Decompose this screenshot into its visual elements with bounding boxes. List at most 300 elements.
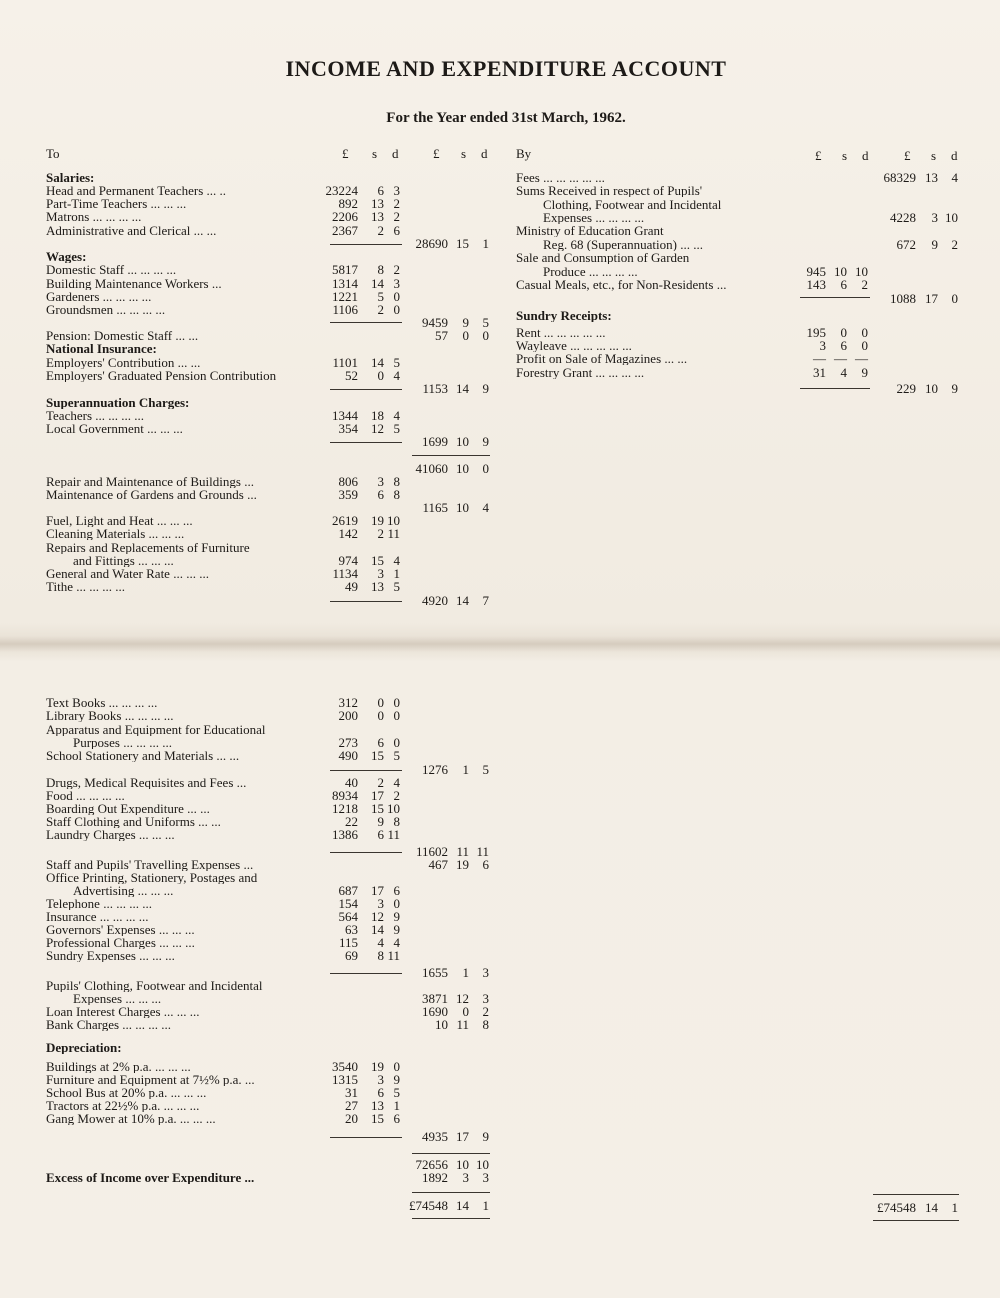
amount-shillings-detail: 19 bbox=[371, 1059, 384, 1074]
amount-pounds-detail: 200 bbox=[338, 708, 358, 723]
amount-pounds-detail: 687 bbox=[338, 883, 358, 898]
amount-pence-total: 1 bbox=[482, 1198, 489, 1213]
amount-shillings-total: 10 bbox=[456, 500, 469, 515]
amount-pounds-detail: 490 bbox=[338, 748, 358, 763]
col-shillings-b: s bbox=[931, 148, 937, 163]
amount-pounds-total: 1690 bbox=[422, 1004, 448, 1019]
amount-pounds-total: 28690 bbox=[415, 236, 448, 251]
line-item-label: Insurance ... ... ... ... bbox=[46, 910, 149, 923]
amount-pounds-detail: 49 bbox=[345, 579, 358, 594]
amount-shillings-total: 10 bbox=[456, 434, 469, 449]
amount-pounds-total: 1892 bbox=[422, 1170, 448, 1185]
amount-shillings-detail: 15 bbox=[371, 748, 384, 763]
line-item-label: Maintenance of Gardens and Grounds ... bbox=[46, 488, 257, 501]
amount-pence-detail: 3 bbox=[393, 276, 400, 291]
amount-pounds-detail: 5817 bbox=[332, 262, 358, 277]
amount-pounds-total: 1699 bbox=[422, 434, 448, 449]
col-pounds-a: £ bbox=[342, 146, 349, 161]
amount-pounds-detail: 1314 bbox=[332, 276, 358, 291]
amount-pounds-total: 1088 bbox=[890, 291, 916, 306]
amount-shillings-total: 14 bbox=[456, 1198, 469, 1213]
line-item-label: Sums Received in respect of Pupils' bbox=[516, 184, 703, 197]
amount-pence-total: 2 bbox=[482, 1004, 489, 1019]
line-item-label: Cleaning Materials ... ... ... bbox=[46, 527, 185, 540]
amount-pounds-total: 1655 bbox=[422, 965, 448, 980]
amount-shillings-detail: 14 bbox=[371, 276, 384, 291]
line-item-label: and Fittings ... ... ... bbox=[73, 554, 174, 567]
amount-pence-total: 0 bbox=[482, 328, 489, 343]
by-label: By bbox=[516, 146, 532, 161]
amount-shillings-total: 0 bbox=[462, 328, 469, 343]
section-heading: National Insurance: bbox=[46, 342, 157, 355]
line-item-label: Gardeners ... ... ... ... bbox=[46, 290, 152, 303]
amount-pence-detail: 5 bbox=[393, 1085, 400, 1100]
amount-pence-detail: 6 bbox=[393, 1111, 400, 1126]
amount-pounds-detail: 1344 bbox=[332, 408, 358, 423]
amount-pounds-detail: 20 bbox=[345, 1111, 358, 1126]
amount-pence-detail: 0 bbox=[393, 896, 400, 911]
amount-pence-total: 9 bbox=[482, 434, 489, 449]
amount-pence-detail: 11 bbox=[387, 948, 400, 963]
amount-pounds-detail: 154 bbox=[338, 896, 358, 911]
line-item-label: Building Maintenance Workers ... bbox=[46, 277, 222, 290]
amount-shillings-total: 1 bbox=[462, 762, 469, 777]
amount-pence-detail: 5 bbox=[393, 421, 400, 436]
amount-shillings-total: 13 bbox=[925, 170, 938, 185]
amount-pence-total: 0 bbox=[951, 291, 958, 306]
amount-pounds-detail: — bbox=[813, 351, 826, 366]
amount-pence-detail: 2 bbox=[393, 262, 400, 277]
line-item-label: Loan Interest Charges ... ... ... bbox=[46, 1005, 200, 1018]
line-item-label: Local Government ... ... ... bbox=[46, 422, 183, 435]
amount-pence-detail: 3 bbox=[393, 183, 400, 198]
line-item-label: Rent ... ... ... ... ... bbox=[516, 326, 606, 339]
column-rule bbox=[330, 322, 402, 323]
line-item-label: Part-Time Teachers ... ... ... bbox=[46, 197, 187, 210]
amount-pounds-detail: 892 bbox=[338, 196, 358, 211]
line-item-label: Administrative and Clerical ... ... bbox=[46, 224, 217, 237]
amount-shillings-detail: 0 bbox=[377, 695, 384, 710]
amount-pounds-total: 68329 bbox=[883, 170, 916, 185]
section-heading: Wages: bbox=[46, 250, 87, 263]
amount-shillings-detail: 14 bbox=[371, 355, 384, 370]
amount-shillings-detail: 14 bbox=[371, 922, 384, 937]
amount-shillings-total: 14 bbox=[456, 381, 469, 396]
line-item-label: Boarding Out Expenditure ... ... bbox=[46, 802, 210, 815]
amount-shillings-total: 10 bbox=[925, 381, 938, 396]
col-pounds-b: £ bbox=[904, 148, 911, 163]
line-item-label: Head and Permanent Teachers ... .. bbox=[46, 184, 227, 197]
amount-pounds-detail: 3 bbox=[819, 338, 826, 353]
line-item-label: School Bus at 20% p.a. ... ... ... bbox=[46, 1086, 207, 1099]
amount-pence-detail: 5 bbox=[393, 579, 400, 594]
amount-pounds-detail: 142 bbox=[338, 526, 358, 541]
amount-shillings-detail: 2 bbox=[377, 775, 384, 790]
amount-pence-detail: 2 bbox=[393, 209, 400, 224]
amount-pence-detail: 10 bbox=[387, 801, 400, 816]
col-shillings-a: s bbox=[842, 148, 848, 163]
amount-shillings-total: 10 bbox=[456, 1157, 469, 1172]
amount-pence-detail: — bbox=[855, 351, 868, 366]
line-item-label: Expenses ... ... ... ... bbox=[543, 211, 645, 224]
amount-pounds-detail: 2619 bbox=[332, 513, 358, 528]
amount-pence-total: 5 bbox=[482, 315, 489, 330]
amount-shillings-total: 17 bbox=[456, 1129, 469, 1144]
column-rule bbox=[330, 601, 402, 602]
line-item-label: Sundry Expenses ... ... ... bbox=[46, 949, 175, 962]
amount-pence-total: 3 bbox=[482, 965, 489, 980]
line-item-label: Library Books ... ... ... ... bbox=[46, 709, 174, 722]
line-item-label: Staff Clothing and Uniforms ... ... bbox=[46, 815, 221, 828]
section-heading: Excess of Income over Expenditure ... bbox=[46, 1171, 255, 1184]
col-pounds-a: £ bbox=[815, 148, 822, 163]
column-rule bbox=[330, 852, 402, 853]
amount-pence-total: 3 bbox=[482, 991, 489, 1006]
line-item-label: Casual Meals, etc., for Non-Residents ... bbox=[516, 278, 727, 291]
amount-shillings-total: 9 bbox=[462, 315, 469, 330]
amount-pounds-detail: 1315 bbox=[332, 1072, 358, 1087]
amount-shillings-detail: 12 bbox=[371, 909, 384, 924]
line-item-label: Furniture and Equipment at 7½% p.a. ... bbox=[46, 1073, 255, 1086]
amount-pounds-detail: 143 bbox=[806, 277, 826, 292]
column-rule bbox=[873, 1194, 959, 1195]
amount-shillings-detail: 17 bbox=[371, 883, 384, 898]
amount-shillings-detail: 0 bbox=[377, 708, 384, 723]
column-rule bbox=[412, 1153, 490, 1154]
amount-shillings-total: 3 bbox=[931, 210, 938, 225]
amount-pounds-total: 9459 bbox=[422, 315, 448, 330]
amount-pence-detail: 2 bbox=[393, 788, 400, 803]
line-item-label: Fuel, Light and Heat ... ... ... bbox=[46, 514, 193, 527]
amount-pence-total: 7 bbox=[482, 593, 489, 608]
amount-pence-total: 11 bbox=[476, 844, 489, 859]
amount-shillings-total: 14 bbox=[456, 593, 469, 608]
col-pence-b: d bbox=[951, 148, 958, 163]
amount-pounds-total: 4935 bbox=[422, 1129, 448, 1144]
amount-shillings-detail: 2 bbox=[377, 223, 384, 238]
amount-pounds-detail: 273 bbox=[338, 735, 358, 750]
amount-shillings-detail: 13 bbox=[371, 579, 384, 594]
line-item-label: Sale and Consumption of Garden bbox=[516, 251, 690, 264]
amount-shillings-detail: 6 bbox=[377, 1085, 384, 1100]
amount-pounds-detail: 52 bbox=[345, 368, 358, 383]
amount-pounds-detail: 69 bbox=[345, 948, 358, 963]
line-item-label: Apparatus and Equipment for Educational bbox=[46, 723, 266, 736]
line-item-label: Reg. 68 (Superannuation) ... ... bbox=[543, 238, 703, 251]
line-item-label: Fees ... ... ... ... ... bbox=[516, 171, 605, 184]
section-heading: Depreciation: bbox=[46, 1041, 122, 1054]
amount-pence-total: 1 bbox=[951, 1200, 958, 1215]
amount-pounds-detail: 1218 bbox=[332, 801, 358, 816]
amount-pounds-total: 41060 bbox=[415, 461, 448, 476]
column-rule bbox=[800, 388, 870, 389]
line-item-label: Bank Charges ... ... ... ... bbox=[46, 1018, 172, 1031]
amount-pounds-detail: 945 bbox=[806, 264, 826, 279]
amount-pounds-total: 4920 bbox=[422, 593, 448, 608]
amount-pence-total: 9 bbox=[951, 381, 958, 396]
amount-pence-detail: 2 bbox=[861, 277, 868, 292]
column-rule bbox=[330, 1137, 402, 1138]
line-item-label: Food ... ... ... ... bbox=[46, 789, 125, 802]
to-label: To bbox=[46, 146, 60, 161]
page-subtitle: For the Year ended 31st March, 1962. bbox=[386, 110, 626, 126]
amount-pence-detail: 6 bbox=[393, 223, 400, 238]
amount-pence-detail: 9 bbox=[393, 922, 400, 937]
amount-pounds-detail: 40 bbox=[345, 775, 358, 790]
column-rule bbox=[412, 1218, 490, 1219]
line-item-label: Pupils' Clothing, Footwear and Incidental bbox=[46, 979, 263, 992]
amount-pounds-total: 672 bbox=[896, 237, 916, 252]
amount-shillings-total: 0 bbox=[462, 1004, 469, 1019]
amount-pounds-total: 1153 bbox=[422, 381, 448, 396]
amount-pounds-total: 1165 bbox=[422, 500, 448, 515]
amount-pence-detail: 4 bbox=[393, 408, 400, 423]
amount-pounds-detail: 312 bbox=[338, 695, 358, 710]
line-item-label: Advertising ... ... ... bbox=[73, 884, 174, 897]
amount-shillings-detail: 6 bbox=[840, 338, 847, 353]
amount-pounds-total: £74548 bbox=[877, 1200, 916, 1215]
line-item-label: Employers' Contribution ... ... bbox=[46, 356, 201, 369]
line-item-label: Gang Mower at 10% p.a. ... ... ... bbox=[46, 1112, 216, 1125]
amount-shillings-detail: 8 bbox=[377, 262, 384, 277]
col-pence-a: d bbox=[392, 146, 399, 161]
amount-pounds-detail: 31 bbox=[345, 1085, 358, 1100]
amount-shillings-detail: 4 bbox=[377, 935, 384, 950]
amount-pence-total: 4 bbox=[482, 500, 489, 515]
amount-shillings-total: 17 bbox=[925, 291, 938, 306]
col-shillings-a: s bbox=[372, 146, 378, 161]
amount-shillings-total: 1 bbox=[462, 965, 469, 980]
column-rule bbox=[412, 455, 490, 456]
amount-pence-detail: 4 bbox=[393, 775, 400, 790]
amount-pence-detail: 0 bbox=[393, 735, 400, 750]
column-rule bbox=[412, 1192, 490, 1193]
column-rule bbox=[330, 244, 402, 245]
line-item-label: Text Books ... ... ... ... bbox=[46, 696, 158, 709]
amount-shillings-detail: 18 bbox=[371, 408, 384, 423]
amount-pence-detail: 1 bbox=[393, 566, 400, 581]
line-item-label: Matrons ... ... ... ... bbox=[46, 210, 142, 223]
amount-pence-total: 1 bbox=[482, 236, 489, 251]
line-item-label: Expenses ... ... ... bbox=[73, 992, 162, 1005]
amount-shillings-detail: 19 bbox=[371, 513, 384, 528]
amount-shillings-detail: 13 bbox=[371, 196, 384, 211]
line-item-label: Forestry Grant ... ... ... ... bbox=[516, 366, 645, 379]
amount-pounds-detail: 195 bbox=[806, 325, 826, 340]
amount-shillings-detail: — bbox=[834, 351, 847, 366]
amount-pounds-total: 72656 bbox=[415, 1157, 448, 1172]
amount-pence-total: 10 bbox=[476, 1157, 489, 1172]
amount-shillings-total: 15 bbox=[456, 236, 469, 251]
amount-shillings-detail: 3 bbox=[377, 566, 384, 581]
amount-shillings-detail: 15 bbox=[371, 1111, 384, 1126]
amount-pence-detail: 8 bbox=[393, 487, 400, 502]
page-fold bbox=[0, 636, 1000, 652]
line-item-label: Clothing, Footwear and Incidental bbox=[543, 198, 722, 211]
amount-pence-detail: 11 bbox=[387, 526, 400, 541]
line-item-label: Pension: Domestic Staff ... ... bbox=[46, 329, 199, 342]
amount-pounds-detail: 3540 bbox=[332, 1059, 358, 1074]
amount-pounds-detail: 359 bbox=[338, 487, 358, 502]
amount-pounds-detail: 23224 bbox=[325, 183, 358, 198]
amount-pence-detail: 4 bbox=[393, 368, 400, 383]
amount-shillings-detail: 2 bbox=[377, 302, 384, 317]
col-pounds-b: £ bbox=[433, 146, 440, 161]
amount-pounds-detail: 1101 bbox=[332, 355, 358, 370]
amount-pounds-detail: 27 bbox=[345, 1098, 358, 1113]
amount-pence-detail: 0 bbox=[861, 338, 868, 353]
amount-shillings-detail: 8 bbox=[377, 948, 384, 963]
line-item-label: Laundry Charges ... ... ... bbox=[46, 828, 175, 841]
column-rule bbox=[873, 1220, 959, 1221]
amount-pence-detail: 9 bbox=[393, 1072, 400, 1087]
column-rule bbox=[330, 389, 402, 390]
amount-pence-detail: 1 bbox=[393, 1098, 400, 1113]
amount-pence-total: 4 bbox=[951, 170, 958, 185]
line-item-label: School Stationery and Materials ... ... bbox=[46, 749, 240, 762]
line-item-label: General and Water Rate ... ... ... bbox=[46, 567, 209, 580]
amount-pounds-detail: 806 bbox=[338, 474, 358, 489]
amount-pence-detail: 5 bbox=[393, 748, 400, 763]
amount-shillings-detail: 12 bbox=[371, 421, 384, 436]
amount-pence-detail: 0 bbox=[393, 695, 400, 710]
col-shillings-b: s bbox=[461, 146, 467, 161]
amount-pounds-total: 4228 bbox=[890, 210, 916, 225]
amount-pounds-total: 229 bbox=[896, 381, 916, 396]
amount-shillings-total: 12 bbox=[456, 991, 469, 1006]
line-item-label: Telephone ... ... ... ... bbox=[46, 897, 152, 910]
line-item-label: Teachers ... ... ... ... bbox=[46, 409, 145, 422]
line-item-label: Governors' Expenses ... ... ... bbox=[46, 923, 195, 936]
amount-pounds-detail: 1386 bbox=[332, 827, 358, 842]
line-item-label: Tractors at 22½% p.a. ... ... ... bbox=[46, 1099, 200, 1112]
column-rule bbox=[800, 297, 870, 298]
amount-shillings-detail: 6 bbox=[377, 183, 384, 198]
amount-shillings-detail: 6 bbox=[377, 487, 384, 502]
amount-shillings-detail: 0 bbox=[840, 325, 847, 340]
amount-pounds-total: 467 bbox=[428, 857, 448, 872]
amount-pence-detail: 8 bbox=[393, 814, 400, 829]
amount-shillings-detail: 2 bbox=[377, 526, 384, 541]
amount-pence-detail: 4 bbox=[393, 935, 400, 950]
amount-pence-total: 8 bbox=[482, 1017, 489, 1032]
amount-pounds-detail: 1134 bbox=[332, 566, 358, 581]
amount-shillings-detail: 4 bbox=[840, 365, 847, 380]
line-item-label: Repairs and Replacements of Furniture bbox=[46, 541, 250, 554]
amount-pounds-detail: 22 bbox=[345, 814, 358, 829]
amount-pounds-total: 57 bbox=[435, 328, 448, 343]
amount-pounds-detail: 1221 bbox=[332, 289, 358, 304]
line-item-label: Repair and Maintenance of Buildings ... bbox=[46, 475, 254, 488]
amount-pence-detail: 8 bbox=[393, 474, 400, 489]
line-item-label: Ministry of Education Grant bbox=[516, 224, 664, 237]
line-item-label: Professional Charges ... ... ... bbox=[46, 936, 195, 949]
amount-shillings-detail: 10 bbox=[834, 264, 847, 279]
amount-pounds-detail: 354 bbox=[338, 421, 358, 436]
amount-pence-detail: 10 bbox=[387, 513, 400, 528]
amount-pounds-detail: 2206 bbox=[332, 209, 358, 224]
col-pence-b: d bbox=[481, 146, 488, 161]
section-heading: Salaries: bbox=[46, 171, 95, 184]
amount-shillings-total: 14 bbox=[925, 1200, 938, 1215]
amount-pence-detail: 10 bbox=[855, 264, 868, 279]
amount-shillings-total: 11 bbox=[456, 844, 469, 859]
line-item-label: Domestic Staff ... ... ... ... bbox=[46, 263, 177, 276]
amount-pounds-total: 11602 bbox=[415, 844, 448, 859]
amount-pounds-total: £74548 bbox=[409, 1198, 448, 1213]
amount-shillings-total: 9 bbox=[931, 237, 938, 252]
amount-pence-total: 9 bbox=[482, 1129, 489, 1144]
line-item-label: Purposes ... ... ... ... bbox=[73, 736, 172, 749]
amount-pence-detail: 9 bbox=[861, 365, 868, 380]
amount-pounds-total: 3871 bbox=[422, 991, 448, 1006]
amount-shillings-detail: 6 bbox=[377, 735, 384, 750]
column-rule bbox=[330, 973, 402, 974]
line-item-label: Buildings at 2% p.a. ... ... ... bbox=[46, 1060, 191, 1073]
amount-pounds-detail: 2367 bbox=[332, 223, 358, 238]
amount-pence-detail: 0 bbox=[393, 708, 400, 723]
amount-pounds-detail: 1106 bbox=[332, 302, 358, 317]
amount-shillings-detail: 0 bbox=[377, 368, 384, 383]
amount-pence-detail: 0 bbox=[393, 1059, 400, 1074]
line-item-label: Drugs, Medical Requisites and Fees ... bbox=[46, 776, 247, 789]
amount-pence-detail: 11 bbox=[387, 827, 400, 842]
amount-shillings-detail: 6 bbox=[377, 827, 384, 842]
amount-pounds-detail: 115 bbox=[338, 935, 358, 950]
amount-shillings-detail: 3 bbox=[377, 896, 384, 911]
amount-pence-detail: 0 bbox=[393, 302, 400, 317]
amount-pence-detail: 9 bbox=[393, 909, 400, 924]
amount-pence-total: 2 bbox=[951, 237, 958, 252]
amount-shillings-detail: 6 bbox=[840, 277, 847, 292]
amount-pounds-detail: 31 bbox=[813, 365, 826, 380]
amount-shillings-detail: 3 bbox=[377, 474, 384, 489]
amount-shillings-total: 3 bbox=[462, 1170, 469, 1185]
amount-pence-total: 6 bbox=[482, 857, 489, 872]
amount-pence-detail: 0 bbox=[861, 325, 868, 340]
amount-shillings-total: 11 bbox=[456, 1017, 469, 1032]
amount-shillings-detail: 13 bbox=[371, 1098, 384, 1113]
line-item-label: Groundsmen ... ... ... ... bbox=[46, 303, 166, 316]
amount-pounds-detail: 974 bbox=[338, 553, 358, 568]
amount-pence-detail: 0 bbox=[393, 289, 400, 304]
line-item-label: Staff and Pupils' Travelling Expenses ... bbox=[46, 858, 254, 871]
section-heading: Sundry Receipts: bbox=[516, 309, 612, 322]
section-heading: Superannuation Charges: bbox=[46, 396, 190, 409]
amount-pence-detail: 5 bbox=[393, 355, 400, 370]
amount-shillings-detail: 3 bbox=[377, 1072, 384, 1087]
amount-shillings-detail: 9 bbox=[377, 814, 384, 829]
amount-pounds-detail: 8934 bbox=[332, 788, 358, 803]
amount-shillings-detail: 15 bbox=[371, 553, 384, 568]
amount-pounds-total: 10 bbox=[435, 1017, 448, 1032]
column-rule bbox=[330, 770, 402, 771]
amount-pence-total: 5 bbox=[482, 762, 489, 777]
line-item-label: Tithe ... ... ... ... bbox=[46, 580, 125, 593]
amount-pence-total: 0 bbox=[482, 461, 489, 476]
page-title: INCOME AND EXPENDITURE ACCOUNT bbox=[285, 56, 727, 81]
amount-shillings-detail: 13 bbox=[371, 209, 384, 224]
amount-shillings-total: 10 bbox=[456, 461, 469, 476]
amount-shillings-detail: 15 bbox=[371, 801, 384, 816]
amount-pence-total: 10 bbox=[945, 210, 958, 225]
amount-pence-total: 9 bbox=[482, 381, 489, 396]
col-pence-a: d bbox=[862, 148, 869, 163]
amount-pounds-detail: 63 bbox=[345, 922, 358, 937]
amount-pence-total: 3 bbox=[482, 1170, 489, 1185]
line-item-label: Wayleave ... ... ... ... ... bbox=[516, 339, 632, 352]
amount-shillings-detail: 5 bbox=[377, 289, 384, 304]
